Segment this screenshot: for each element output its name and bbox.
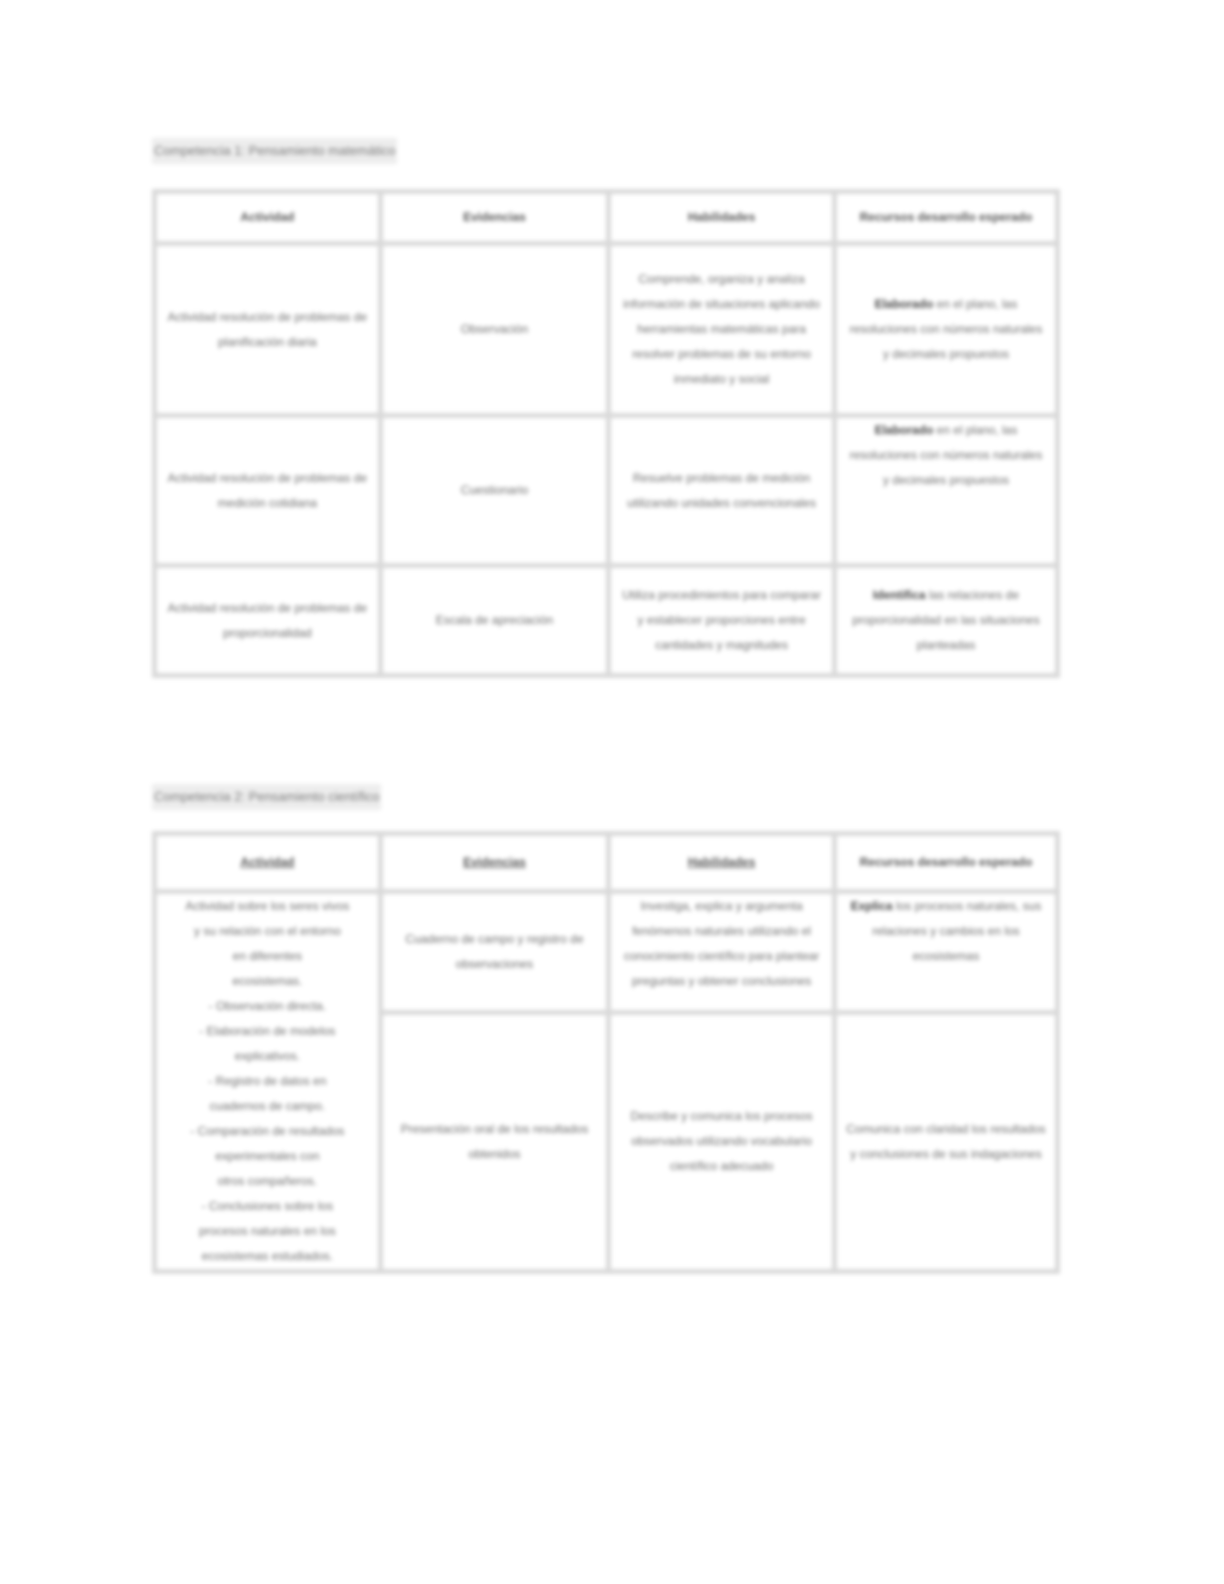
actividad-line: - Comparación de resultados (190, 1124, 345, 1138)
header-habilidades-label: Habilidades (687, 855, 756, 869)
table-row (155, 892, 1058, 1013)
header-actividad: Actividad (155, 192, 381, 244)
table-row (155, 416, 1058, 566)
actividad-line: - Observación directa. (208, 999, 327, 1013)
cell-actividad: Actividad resolución de problemas de proporcionalidad (155, 566, 381, 676)
actividad-line: - Registro de datos en (208, 1074, 327, 1088)
cell-recurso (834, 892, 1057, 1013)
recurso-lead: Elaborado (874, 297, 934, 311)
header-evidencias (380, 834, 608, 892)
header-habilidades (609, 834, 835, 892)
header-actividad-label: Actividad (240, 855, 295, 869)
recurso-text: las relaciones de proporcionalidad en las situaciones planteadas (852, 588, 1040, 652)
recurso-lead: Identifica (872, 588, 926, 602)
cell-habilidad: Investiga, explica y argumenta fenómenos naturales utilizando el conocimiento científico para plantear preguntas y obtener conclusiones (609, 892, 835, 1013)
header-evidencias: Evidencias (380, 192, 608, 244)
header-recursos: Recursos desarrollo esperado (834, 192, 1057, 244)
actividad-line: ecosistemas estudiados. (201, 1249, 334, 1263)
cell-habilidad: Utiliza procedimientos para comparar y establecer proporciones entre cantidades y magnitudes (609, 566, 835, 676)
table-row (155, 566, 1058, 676)
cell-habilidad: Comprende, organiza y analiza información de situaciones aplicando herramientas matemáticas para resolver problemas de su entorno inmediato y social (609, 244, 835, 416)
cell-actividad-list (155, 892, 381, 1272)
table-row (155, 244, 1058, 416)
actividad-line: cuadernos de campo. (209, 1099, 326, 1113)
actividad-line: - Conclusiones sobre los (201, 1199, 334, 1213)
cell-evidencia: Cuestionario (380, 416, 608, 566)
section-1-title: Competencia 1: Pensamiento matemático (152, 138, 397, 164)
cell-recurso (834, 244, 1057, 416)
table-header-row (155, 834, 1058, 892)
cell-recurso (834, 1012, 1057, 1271)
actividad-line: en diferentes (232, 949, 303, 963)
cell-evidencia: Presentación oral de los resultados obtenidos (380, 1012, 608, 1271)
recurso-text: Comunica con claridad los resultados y conclusiones de sus indagaciones (846, 1121, 1046, 1161)
header-habilidades: Habilidades (609, 192, 835, 244)
cell-habilidad: Resuelve problemas de medición utilizando unidades convencionales (609, 416, 835, 566)
cell-evidencia: Escala de apreciación (380, 566, 608, 676)
competencia-2-table (152, 831, 1060, 1274)
section-2-title: Competencia 2: Pensamiento científico (152, 784, 381, 810)
cell-evidencia: Observación (380, 244, 608, 416)
recurso-text: los procesos naturales, sus relaciones y cambios en los ecosistemas (872, 899, 1042, 963)
actividad-line: y su relación con el entorno (193, 924, 341, 938)
cell-recurso (834, 416, 1057, 566)
actividad-line: - Elaboración de modelos (199, 1024, 336, 1038)
cell-recurso (834, 566, 1057, 676)
actividad-line: Actividad sobre los seres vivos (185, 899, 350, 913)
table-header-row (155, 192, 1058, 244)
recurso-lead: Explica (850, 899, 893, 913)
recurso-text: en el plano, las resoluciones con números naturales y decimales propuestos (849, 297, 1043, 361)
cell-actividad: Actividad resolución de problemas de planificación diaria (155, 244, 381, 416)
actividad-line: explicativos. (234, 1049, 301, 1063)
competencia-1-table (152, 189, 1060, 678)
recurso-lead: Elaborado (874, 423, 934, 437)
actividad-line: ecosistemas. (232, 974, 303, 988)
actividad-line: procesos naturales en los (199, 1224, 336, 1238)
actividad-line: otros compañeros. (217, 1174, 318, 1188)
recurso-text: en el plano, las resoluciones con números naturales y decimales propuestos (849, 423, 1043, 487)
cell-actividad: Actividad resolución de problemas de medición cotidiana (155, 416, 381, 566)
header-actividad (155, 834, 381, 892)
header-evidencias-label: Evidencias (463, 855, 526, 869)
header-recursos: Recursos desarrollo esperado (834, 834, 1057, 892)
cell-habilidad: Describe y comunica los procesos observados utilizando vocabulario científico adecuado (609, 1012, 835, 1271)
cell-evidencia: Cuaderno de campo y registro de observaciones (380, 892, 608, 1013)
actividad-line: experimentales con (215, 1149, 320, 1163)
